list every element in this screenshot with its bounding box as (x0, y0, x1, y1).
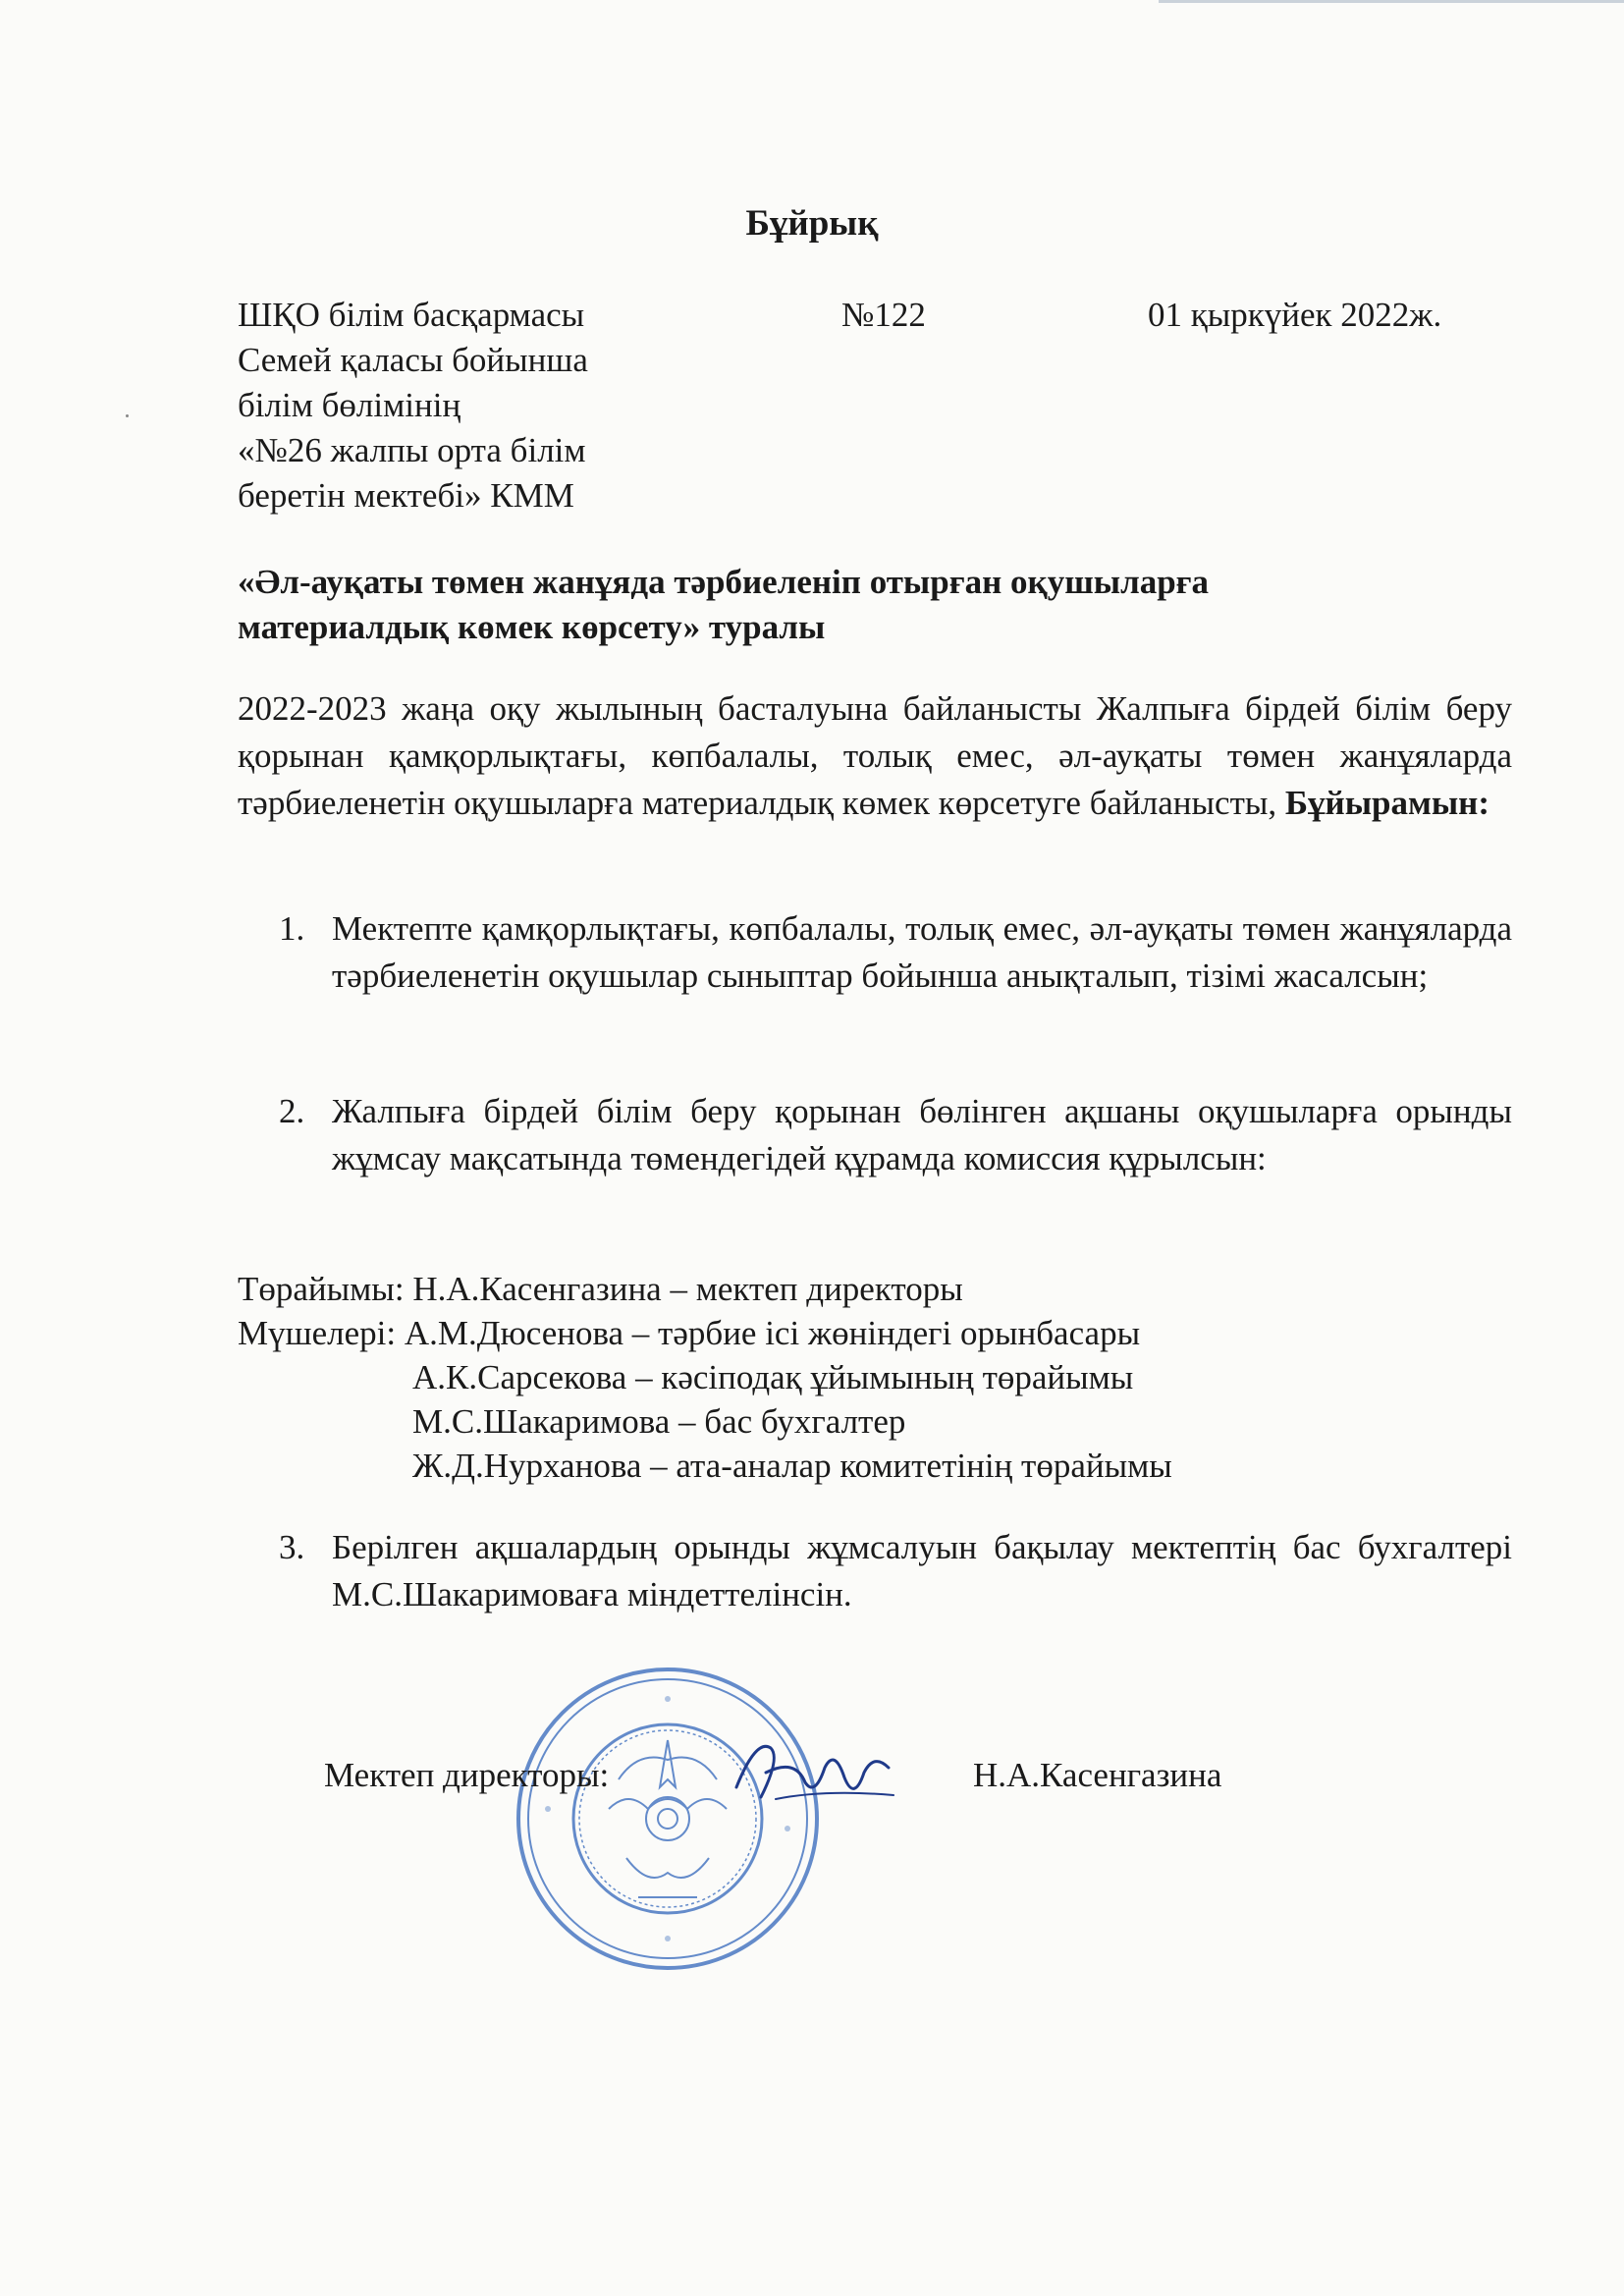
commission-chair-row (238, 1267, 1172, 1311)
org-line: білім бөлімінің (238, 386, 461, 424)
commission-member-row (238, 1355, 1172, 1399)
scan-speck (126, 414, 129, 417)
org-line: ШҚО білім басқармасы (238, 296, 585, 334)
order-item (238, 905, 1512, 1000)
commission-member-row (238, 1444, 1172, 1488)
item-text: Мектепте қамқорлықтағы, көпбалалы, толық емес, әл-ауқаты төмен жанұяларда тәрбиеленетін оқушылар сыныптар бойынша анықталып, тізімі жасалсын; (332, 909, 1512, 995)
intro-emphasis: Бұйырамын: (1284, 784, 1489, 822)
intro-text: 2022-2023 жаңа оқу жылының басталуына байланысты Жалпыға бірдей білім беру қорынан қамқорлықтағы, көпбалалы, толық емес, әл-ауқаты төмен жанұяларда тәрбиеленетін оқушыларға материалдық көмек көрсетуге байланысты, (238, 689, 1512, 822)
official-stamp (511, 1662, 825, 1976)
chair-name: Н.А.Касенгазина – мектеп директоры (412, 1270, 963, 1308)
org-line: беретін мектебі» КММ (238, 476, 574, 515)
subject-line: материалдық көмек көрсету» туралы (238, 608, 826, 646)
subject-line: «Әл-ауқаты төмен жанұяда тәрбиеленіп отырған оқушыларға (238, 563, 1210, 601)
order-date: 01 қыркүйек 2022ж. (1148, 296, 1442, 334)
order-item (238, 1088, 1512, 1182)
order-subject (238, 560, 1396, 650)
item-number: 2. (279, 1092, 305, 1130)
member-name: А.М.Дюсенова – тәрбие ісі жөніндегі орынбасары (404, 1314, 1141, 1352)
commission-list (238, 1267, 1172, 1488)
org-line: «№26 жалпы орта білім (238, 431, 586, 469)
item-text: Берілген ақшалардың орынды жұмсалуын бақылау мектептің бас бухгалтері М.С.Шакаримоваға міндеттелінсін. (332, 1528, 1512, 1613)
organization-block (238, 293, 660, 519)
handwritten-signature (727, 1728, 903, 1817)
members-label: Мүшелері: (238, 1314, 397, 1352)
scan-artifact (1159, 0, 1624, 3)
item-number: 3. (279, 1528, 305, 1566)
intro-paragraph (238, 685, 1512, 827)
signature-label: Мектеп директоры: (324, 1756, 610, 1794)
document-title: Бұйрық (745, 203, 879, 244)
org-line: Семей қаласы бойынша (238, 341, 588, 379)
item-number: 1. (279, 909, 305, 948)
order-number: №122 (841, 296, 926, 334)
signature-name: Н.А.Касенгазина (973, 1756, 1222, 1794)
member-name: М.С.Шакаримова – бас бухгалтер (412, 1402, 906, 1441)
chair-label: Төрайымы: (238, 1270, 405, 1308)
order-item (238, 1524, 1512, 1618)
member-name: А.К.Сарсекова – кәсіподақ ұйымының төрайымы (412, 1358, 1134, 1396)
commission-member-row (238, 1399, 1172, 1444)
item-text: Жалпыға бірдей білім беру қорынан бөлінген ақшаны оқушыларға орынды жұмсау мақсатында төмендегідей құрамда комиссия құрылсын: (332, 1092, 1512, 1177)
member-name: Ж.Д.Нурханова – ата-аналар комитетінің төрайымы (412, 1447, 1172, 1485)
commission-member-row (238, 1311, 1172, 1355)
